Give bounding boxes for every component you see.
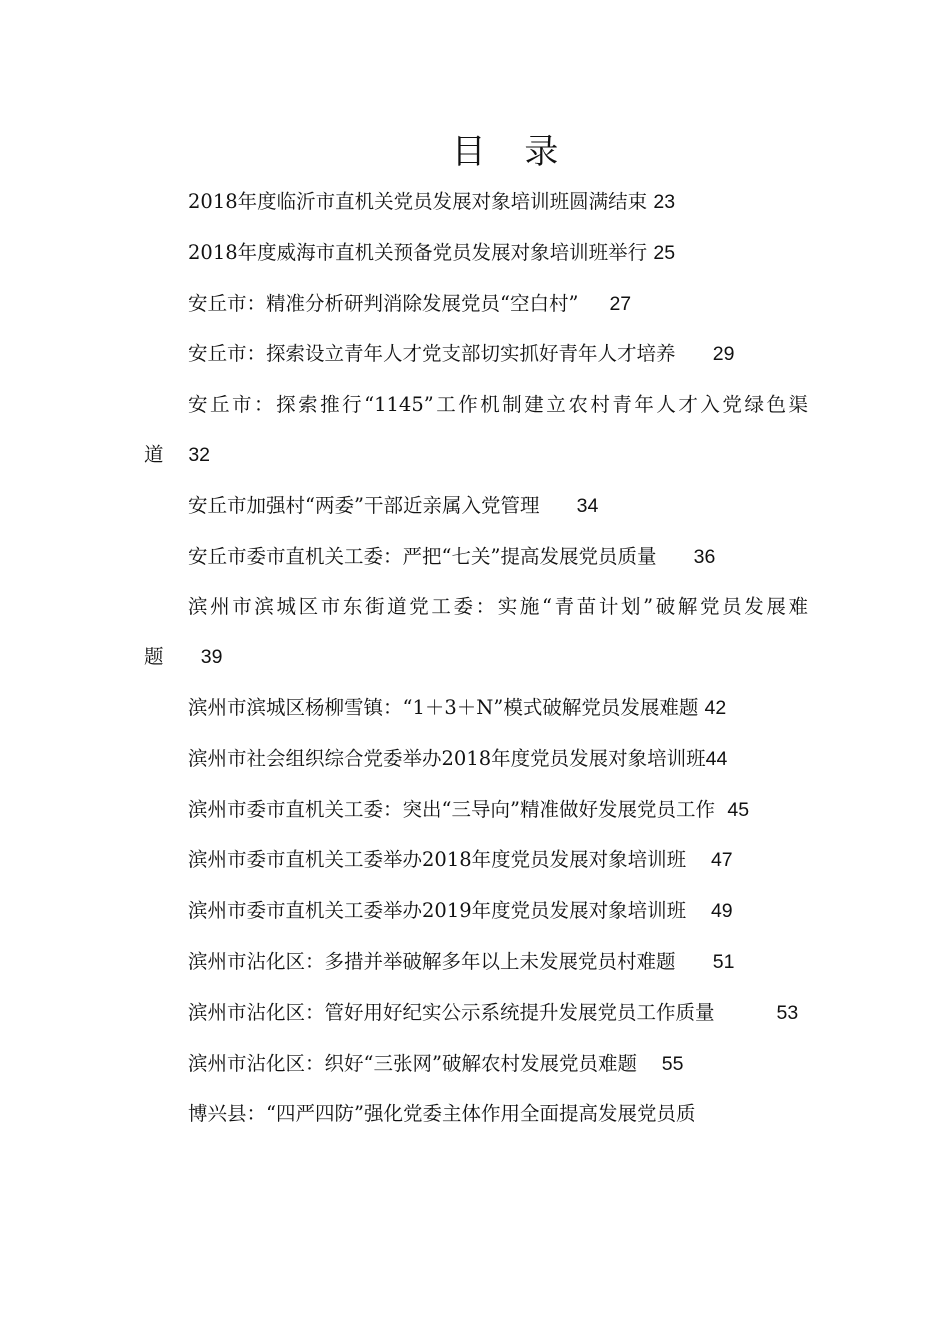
toc-entry-text: 滨州市社会组织综合党委举办2018年度党员发展对象培训班	[188, 746, 706, 770]
toc-entry-text: 安丘市委市直机关工委：严把“七关”提高发展党员质量	[188, 544, 657, 568]
toc-entry-page: 36	[693, 545, 716, 568]
toc-entry[interactable]	[144, 279, 808, 330]
toc-entry-text: 安丘市：探索设立青年人才党支部切实抓好青年人才培养	[188, 342, 676, 366]
toc-entry-page: 32	[188, 443, 211, 466]
toc-entry-page: 49	[710, 900, 733, 923]
toc-entry[interactable]	[144, 532, 808, 583]
toc-entry[interactable]	[144, 683, 808, 734]
toc-entry-text: 滨州市滨城区市东街道党工委：实施“青苗计划”破解党员发展难题	[144, 595, 808, 669]
toc-entry[interactable]	[144, 380, 808, 481]
toc-entry-text: 滨州市委市直机关工委举办2019年度党员发展对象培训班	[188, 899, 687, 923]
toc-entry-text: 滨州市沾化区：管好用好纪实公示系统提升发展党员工作质量	[188, 1000, 715, 1024]
toc-entry-page: 42	[704, 696, 727, 719]
toc-entry-text: 安丘市：精准分析研判消除发展党员“空白村”	[188, 291, 579, 315]
toc-entry-page: 25	[653, 241, 676, 264]
toc-entry[interactable]	[144, 785, 808, 836]
toc-entry-page: 23	[653, 191, 676, 213]
toc-entry[interactable]	[144, 177, 808, 228]
toc-entry[interactable]	[144, 582, 808, 683]
toc-entry-page: 47	[710, 849, 733, 872]
toc-entry[interactable]	[144, 937, 808, 988]
toc-entry-text: 2018年度临沂市直机关党员发展对象培训班圆满结束	[188, 190, 648, 213]
toc-entry[interactable]	[144, 988, 808, 1039]
toc-entry-text: 滨州市沾化区：织好“三张网”破解农村发展党员难题	[188, 1051, 637, 1075]
toc-entry-text: 博兴县：“四严四防”强化党委主体作用全面提高发展党员质	[188, 1102, 696, 1126]
toc-entry-page: 55	[661, 1052, 684, 1075]
table-of-contents	[144, 177, 808, 1140]
toc-entry-text: 安丘市：探索推行“1145”工作机制建立农村青年人才入党绿色渠道	[144, 393, 808, 466]
toc-entry-text: 滨州市委市直机关工委：突出“三导向”精准做好发展党员工作	[188, 797, 715, 821]
toc-entry-text: 2018年度威海市直机关预备党员发展对象培训班举行	[188, 240, 648, 264]
toc-entry-page: 34	[576, 494, 599, 517]
toc-entry-text: 滨州市委市直机关工委举办2018年度党员发展对象培训班	[188, 848, 687, 872]
toc-entry-page: 44	[705, 747, 728, 770]
toc-entry-page: 53	[776, 1001, 799, 1024]
toc-entry-text: 安丘市加强村“两委”干部近亲属入党管理	[188, 493, 540, 517]
toc-title: 目 录	[451, 132, 573, 172]
toc-entry[interactable]	[144, 734, 808, 785]
toc-entry[interactable]	[144, 481, 808, 532]
toc-entry[interactable]	[144, 835, 808, 886]
toc-entry-page: 29	[712, 343, 735, 366]
toc-entry[interactable]	[144, 886, 808, 937]
toc-entry-text: 滨州市沾化区：多措并举破解多年以上未发展党员村难题	[188, 949, 676, 973]
toc-entry[interactable]	[144, 1089, 808, 1140]
toc-entry-page: 45	[727, 798, 750, 821]
toc-entry-text: 滨州市滨城区杨柳雪镇：“1＋3＋N”模式破解党员发展难题	[188, 695, 699, 719]
toc-entry-page: 51	[712, 950, 735, 973]
toc-entry[interactable]	[144, 228, 808, 279]
toc-entry-page: 39	[200, 646, 223, 669]
toc-entry[interactable]	[144, 329, 808, 380]
toc-entry[interactable]	[144, 1039, 808, 1090]
toc-entry-page: 27	[609, 292, 632, 315]
